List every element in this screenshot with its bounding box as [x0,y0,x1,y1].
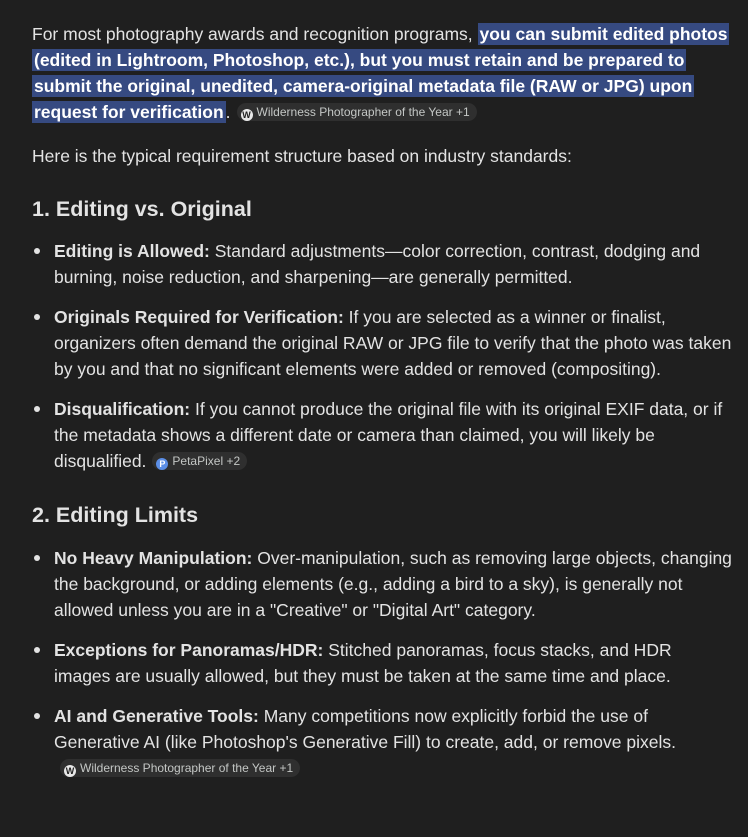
list-item-text: Many competitions now explicitly forbid the use of Generative AI (like Photoshop's Generative Fill) to create, add, or remove pixels. [54,706,676,752]
section2-list [32,545,732,781]
list-item [32,304,732,382]
section1-list [32,238,732,474]
list-item-title: Originals Required for Verification: [54,307,344,327]
list-item-text: If you are selected as a winner or finalist, organizers often demand the original RAW or JPG file to verify that the photo was taken by you and that no significant elements were added or removed (compositing). [54,307,732,379]
list-item-title: No Heavy Manipulation: [54,548,253,568]
source-chip[interactable] [60,759,300,777]
source-chip[interactable] [237,103,477,121]
list-item-title: Editing is Allowed: [54,241,210,261]
petapixel-logo-icon: P [156,458,168,470]
list-item-text: If you cannot produce the original file with its original EXIF data, or if the metadata shows a different date or camera than claimed, you will likely be disqualified. [54,399,723,471]
wilderness-logo-icon: W [242,110,251,120]
response-content [32,21,732,781]
list-item-text: Over-manipulation, such as removing large objects, changing the background, or adding elements (e.g., adding a bird to a sky), is generally not allowed unless you are in a "Creative" or "Digital Art" category. [54,548,732,620]
intro-paragraph [32,21,732,125]
list-item-title: AI and Generative Tools: [54,706,259,726]
list-item-title: Exceptions for Panoramas/HDR: [54,640,324,660]
list-item-text: Stitched panoramas, focus stacks, and HDR images are usually allowed, but they must be taken at the same time and place. [54,640,672,686]
list-item [32,396,732,474]
selected-text-highlight[interactable]: you can submit edited photos (edited in Lightroom, Photoshop, etc.), but you must retain and be prepared to submit the original, unedited, camera-original metadata file (RAW or JPG) upon request for verification [34,24,728,122]
intro-lead: For most photography awards and recognition programs, [32,24,478,44]
wilderness-logo-icon: W [65,766,75,776]
section-heading-editing-vs-original: 1. Editing vs. Original [32,197,252,221]
list-item [32,703,732,781]
list-item [32,545,732,623]
list-item [32,238,732,290]
list-item-text: Standard adjustments—color correction, contrast, dodging and burning, noise reduction, and sharpening—are generally permitted. [54,241,701,287]
intro-tail: . [225,102,231,122]
source-chip-label: Wilderness Photographer of the Year +1 [256,105,470,119]
structure-paragraph: Here is the typical requirement structure based on industry standards: [32,146,572,166]
list-item-title: Disqualification: [54,399,191,419]
source-chip[interactable] [152,452,247,470]
source-chip-label: PetaPixel +2 [172,454,241,468]
section-heading-editing-limits: 2. Editing Limits [32,503,199,527]
source-chip-label: Wilderness Photographer of the Year +1 [80,761,294,775]
list-item [32,637,732,689]
